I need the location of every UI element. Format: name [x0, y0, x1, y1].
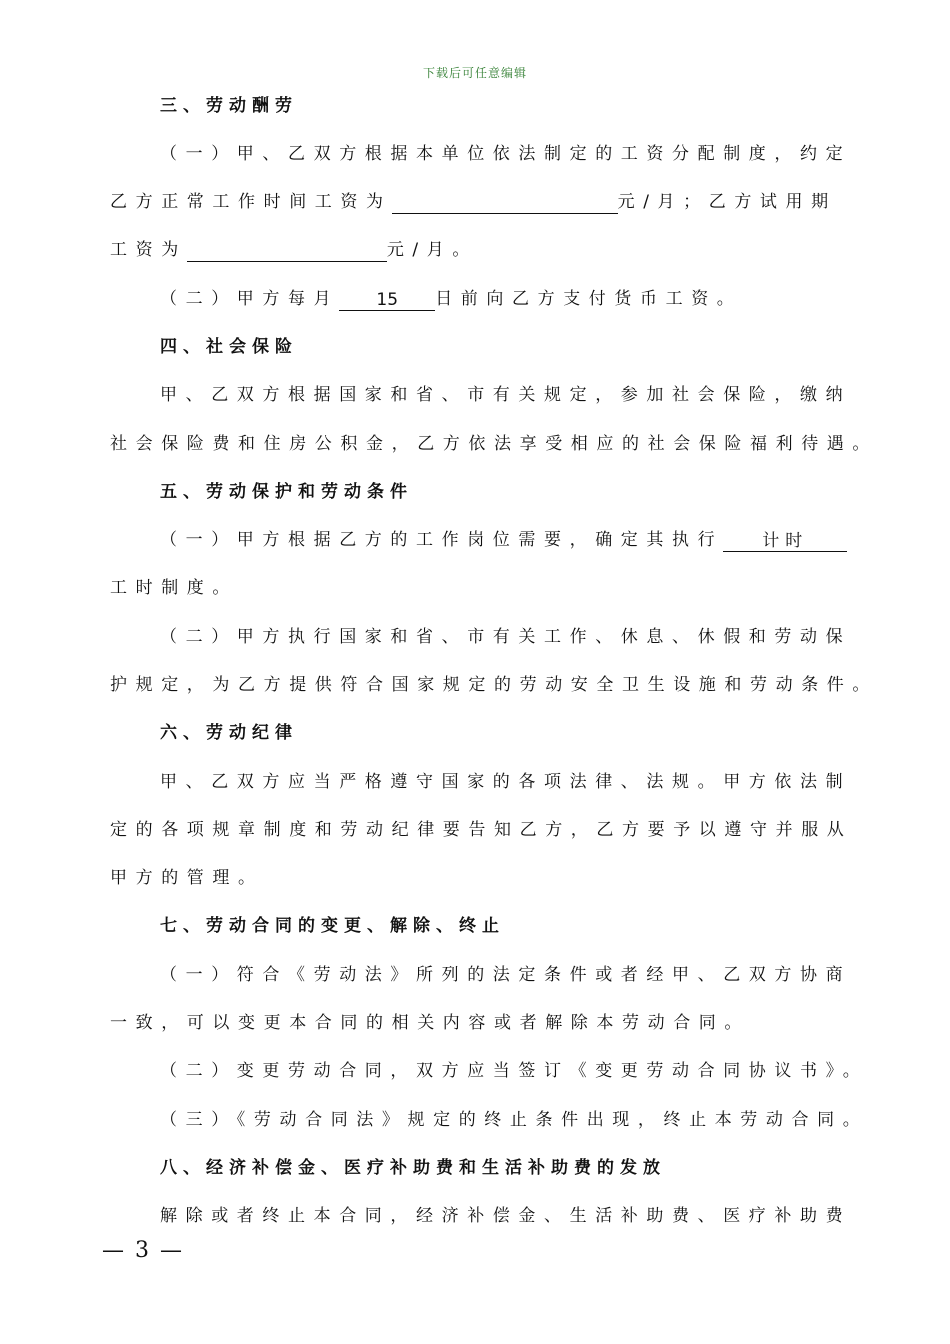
probation-salary-blank	[187, 239, 387, 262]
sec7-para1-line1: （一）符合《劳动法》所列的法定条件或者经甲、乙双方协商	[160, 965, 852, 985]
probation-salary-label: 工资为	[110, 240, 187, 260]
probation-salary-unit: 元/月。	[386, 240, 478, 260]
pay-day-value: 15	[339, 288, 435, 311]
section-3-heading: 三、劳动酬劳	[160, 96, 298, 116]
normal-salary-blank	[392, 191, 618, 214]
normal-salary-unit: 元/月；乙方试用期	[617, 192, 837, 212]
sec7-para2: （二）变更劳动合同，双方应当签订《变更劳动合同协议书》。	[160, 1061, 869, 1081]
sec6-line2: 定的各项规章制度和劳动纪律要告知乙方，乙方要予以遵守并服从	[110, 820, 853, 840]
header-note: 下载后可任意编辑	[422, 66, 527, 80]
sec3-para1-line3	[110, 238, 850, 262]
sec3-para1-line1: （一）甲、乙双方根据本单位依法制定的工资分配制度，约定	[160, 144, 852, 164]
sec7-para3: （三）《劳动合同法》规定的终止条件出现，终止本劳动合同。	[160, 1110, 869, 1130]
sec6-line3: 甲方的管理。	[110, 868, 264, 888]
section-7-heading: 七、劳动合同的变更、解除、终止	[160, 916, 505, 936]
sec6-line1: 甲、乙双方应当严格遵守国家的各项法律、法规。甲方依法制	[160, 772, 852, 792]
normal-salary-label: 乙方正常工作时间工资为	[110, 192, 392, 212]
page-number: — 3 —	[102, 1238, 184, 1263]
section-8-heading: 八、经济补偿金、医疗补助费和生活补助费的发放	[160, 1158, 666, 1178]
sec3-para2	[160, 287, 850, 311]
section-6-heading: 六、劳动纪律	[160, 723, 298, 743]
sec3-para1-line2	[110, 190, 850, 214]
work-hours-label: （一）甲方根据乙方的工作岗位需要，确定其执行	[160, 530, 724, 550]
sec8-line1: 解除或者终止本合同，经济补偿金、生活补助费、医疗补助费	[160, 1206, 852, 1226]
section-4-heading: 四、社会保险	[160, 337, 298, 357]
sec4-line1: 甲、乙双方根据国家和省、市有关规定，参加社会保险，缴纳	[160, 385, 852, 405]
sec7-para1-line2: 一致，可以变更本合同的相关内容或者解除本劳动合同。	[110, 1013, 750, 1033]
sec5-para2-line1: （二）甲方执行国家和省、市有关工作、休息、休假和劳动保	[160, 627, 852, 647]
sec5-para1-line1	[160, 528, 850, 552]
sec5-para2-line2: 护规定，为乙方提供符合国家规定的劳动安全卫生设施和劳动条件。	[110, 675, 878, 695]
section-5-heading: 五、劳动保护和劳动条件	[160, 482, 413, 502]
sec4-line2: 社会保险费和住房公积金，乙方依法享受相应的社会保险福利待遇。	[110, 434, 878, 454]
work-hours-type: 计时	[723, 529, 847, 552]
pay-day-label: （二）甲方每月	[160, 289, 340, 309]
sec5-para1-line2: 工时制度。	[110, 578, 238, 598]
pay-day-suffix: 日前向乙方支付货币工资。	[435, 289, 743, 309]
